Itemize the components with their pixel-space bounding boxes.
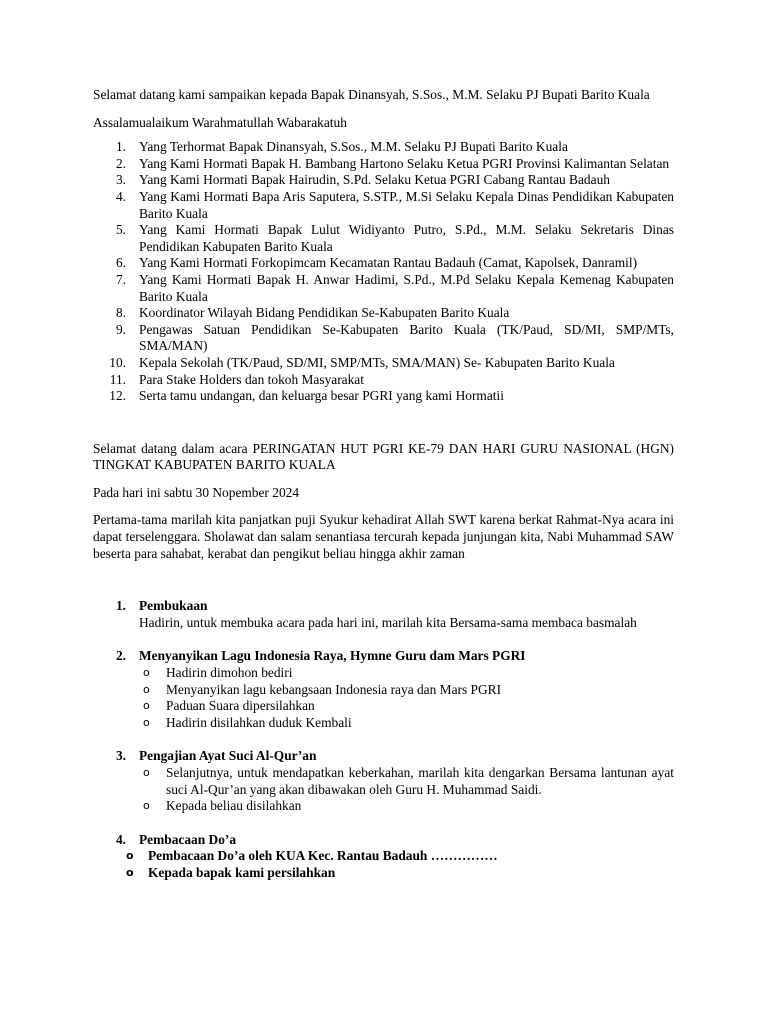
list-item xyxy=(139,798,674,815)
list-item-text: Yang Kami Hormati Bapa Aris Saputera, S.STP., M.Si Selaku Kepala Dinas Pendidikan Kabupaten Barito Kuala xyxy=(139,188,674,221)
list-number: 9. xyxy=(115,321,126,337)
list-item xyxy=(93,189,674,222)
agenda-sublist xyxy=(139,665,674,731)
agenda-item-doa xyxy=(93,832,674,882)
list-item-text: Yang Kami Hormati Forkopimcam Kecamatan Rantau Badauh (Camat, Kapolsek, Danramil) xyxy=(139,255,638,271)
list-number: 4. xyxy=(115,188,126,204)
agenda-description: Hadirin, untuk membuka acara pada hari ini, marilah kita Bersama-sama membaca basmalah xyxy=(139,614,637,630)
list-item xyxy=(93,355,674,372)
list-item-text: Selanjutnya, untuk mendapatkan keberkahan, marilah kita dengarkan Bersama lantunan ayat suci Al-Qur’an yang akan dibawakan oleh Guru H. Muhammad Saidi. xyxy=(166,765,674,797)
agenda-number: 1. xyxy=(115,598,126,614)
list-item-text: Koordinator Wilayah Bidang Pendidikan Se-Kabupaten Barito Kuala xyxy=(139,305,510,321)
list-item-text: Para Stake Holders dan tokoh Masyarakat xyxy=(139,371,364,387)
agenda-title: Pengajian Ayat Suci Al-Qur’an xyxy=(139,748,317,764)
agenda-title: Menyanyikan Lagu Indonesia Raya, Hymne Guru dam Mars PGRI xyxy=(139,648,526,664)
list-number: 6. xyxy=(115,255,126,271)
list-item xyxy=(93,305,674,322)
welcome-paragraph: Selamat datang kami sampaikan kepada Bapak Dinansyah, S.Sos., M.M. Selaku PJ Bupati Barito Kuala xyxy=(93,87,650,102)
list-item-text: Serta tamu undangan, dan keluarga besar PGRI yang kami Hormatii xyxy=(139,388,504,404)
list-number: 10. xyxy=(109,354,126,370)
list-number: 2. xyxy=(115,155,126,171)
list-item-text: Menyanyikan lagu kebangsaan Indonesia raya dan Mars PGRI xyxy=(166,681,502,697)
list-item xyxy=(93,388,674,405)
circle-bullet-icon: o xyxy=(143,682,150,696)
agenda-list xyxy=(93,598,674,881)
list-item-text: Hadirin disilahkan duduk Kembali xyxy=(166,714,352,730)
agenda-number: 2. xyxy=(115,648,126,664)
list-item xyxy=(93,156,674,173)
opening-paragraph: Pertama-tama marilah kita panjatkan puji Syukur kehadirat Allah SWT karena berkat Rahmat-Nya acara ini dapat terselenggara. Sholawat dan salam senantiasa tercurah kepada junjungan kita, Nabi Muhammad SAW beserta para sahabat, kerabat dan pengikut beliau hingga akhir zaman xyxy=(93,512,674,561)
list-number: 5. xyxy=(115,222,126,238)
list-item xyxy=(126,848,674,865)
list-item xyxy=(93,222,674,255)
list-number: 7. xyxy=(115,271,126,287)
list-item-text: Pengawas Satuan Pendidikan Se-Kabupaten Barito Kuala (TK/Paud, SD/MI, SMP/MTs, SMA/MAN) xyxy=(139,321,674,354)
list-number: 11. xyxy=(109,371,126,387)
list-item xyxy=(93,139,674,156)
agenda-item-pembukaan xyxy=(93,598,674,631)
list-item-text: Paduan Suara dipersilahkan xyxy=(166,698,315,714)
list-item xyxy=(93,172,674,189)
list-item-text: Kepala Sekolah (TK/Paud, SD/MI, SMP/MTs, SMA/MAN) Se- Kabupaten Barito Kuala xyxy=(139,354,615,370)
circle-bullet-icon: o xyxy=(126,865,134,879)
list-item-text: Yang Terhormat Bapak Dinansyah, S.Sos., M.M. Selaku PJ Bupati Barito Kuala xyxy=(139,139,568,155)
agenda-sublist xyxy=(139,765,674,815)
list-item-text: Kepada beliau disilahkan xyxy=(166,798,302,814)
agenda-title: Pembacaan Do’a xyxy=(139,831,237,847)
agenda-item-pengajian xyxy=(93,748,674,814)
list-item xyxy=(93,272,674,305)
list-item xyxy=(139,682,674,699)
list-item xyxy=(93,322,674,355)
circle-bullet-icon: o xyxy=(143,766,150,779)
list-item-text: Yang Kami Hormati Bapak Lulut Widiyanto Putro, S.Pd., M.M. Selaku Sekretaris Dinas Pendidikan Kabupaten Barito Kuala xyxy=(139,222,674,254)
list-number: 3. xyxy=(115,172,126,188)
invitee-list xyxy=(93,139,674,405)
agenda-sublist xyxy=(126,848,674,881)
list-item xyxy=(139,715,674,732)
list-item xyxy=(139,698,674,715)
agenda-number: 4. xyxy=(115,831,126,847)
list-item xyxy=(126,864,674,882)
salam-paragraph: Assalamualaikum Warahmatullah Wabarakatuh xyxy=(93,114,347,130)
list-item-text: Pembacaan Do’a oleh KUA Kec. Rantau Badauh …………… xyxy=(148,848,498,864)
list-number: 8. xyxy=(115,305,126,321)
circle-bullet-icon: o xyxy=(143,666,150,680)
circle-bullet-icon: o xyxy=(143,799,150,813)
circle-bullet-icon: o xyxy=(126,849,134,863)
circle-bullet-icon: o xyxy=(143,699,150,713)
list-item-text: Kepada bapak kami persilahkan xyxy=(148,864,336,880)
event-welcome-paragraph: Selamat datang dalam acara PERINGATAN HUT PGRI KE-79 DAN HARI GURU NASIONAL (HGN) TINGKAT KABUPATEN BARITO KUALA xyxy=(93,440,674,473)
list-item-text: Hadirin dimohon bediri xyxy=(166,665,293,681)
agenda-number: 3. xyxy=(115,748,126,764)
list-item-text: Yang Kami Hormati Bapak H. Anwar Hadimi, S.Pd., M.Pd Selaku Kepala Kemenag Kabupaten Barito Kuala xyxy=(139,271,674,304)
list-item xyxy=(139,765,674,798)
list-item-text: Yang Kami Hormati Bapak Hairudin, S.Pd. Selaku Ketua PGRI Cabang Rantau Badauh xyxy=(139,172,610,188)
event-date: Pada hari ini sabtu 30 Nopember 2024 xyxy=(93,484,300,500)
agenda-item-lagu xyxy=(93,648,674,731)
list-item xyxy=(93,372,674,389)
circle-bullet-icon: o xyxy=(143,715,150,729)
list-number: 1. xyxy=(115,139,126,155)
list-item xyxy=(139,665,674,682)
list-number: 12. xyxy=(109,388,126,404)
agenda-title: Pembukaan xyxy=(139,598,208,614)
list-item xyxy=(93,255,674,272)
document-body xyxy=(93,87,674,882)
list-item-text: Yang Kami Hormati Bapak H. Bambang Hartono Selaku Ketua PGRI Provinsi Kalimantan Selatan xyxy=(139,155,670,171)
